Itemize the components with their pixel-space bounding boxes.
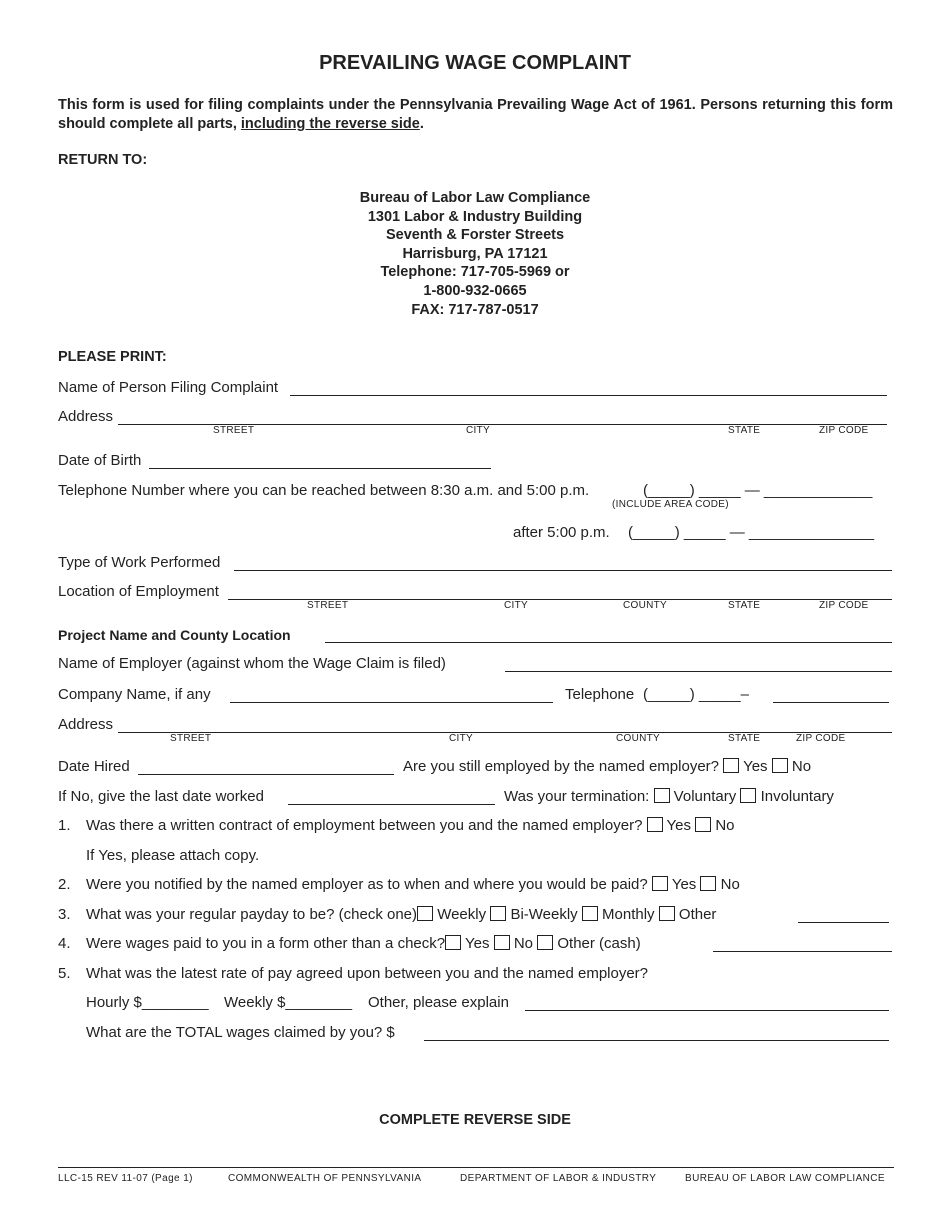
q2-no-checkbox[interactable] (700, 876, 716, 891)
q1-note: If Yes, please attach copy. (86, 847, 260, 864)
state-sublabel: STATE (728, 425, 761, 436)
address-line: Harrisburg, PA 17121 (402, 245, 548, 262)
form-title: PREVAILING WAGE COMPLAINT (319, 52, 631, 74)
total-wages-label: What are the TOTAL wages claimed by you? $ (86, 1024, 395, 1041)
other-explain-field[interactable] (525, 1010, 889, 1011)
q4-number: 4. (58, 935, 71, 952)
county-sublabel: COUNTY (623, 600, 668, 611)
other-cash-label: Other (cash) (557, 935, 641, 952)
other-checkbox[interactable] (659, 906, 675, 921)
footer-divider (58, 1167, 894, 1168)
project-label: Project Name and County Location (58, 627, 291, 643)
dob-label: Date of Birth (58, 452, 142, 469)
involuntary-label: Involuntary (760, 788, 834, 805)
q2-text: Were you notified by the named employer as to when and where you would be paid? (86, 876, 648, 893)
q4-no-checkbox[interactable] (494, 935, 510, 950)
phone-day-field[interactable]: (_____) _____ — _____________ (643, 482, 873, 499)
footer-form-id: LLC-15 REV 11-07 (Page 1) (58, 1173, 193, 1184)
work-type-label: Type of Work Performed (58, 554, 221, 571)
intro-period: . (419, 116, 424, 132)
address-line: Seventh & Forster Streets (385, 227, 565, 244)
q3-number: 3. (58, 906, 71, 923)
monthly-checkbox[interactable] (582, 906, 598, 921)
q5-number: 5. (58, 965, 71, 982)
q2-yes-checkbox[interactable] (652, 876, 668, 891)
biweekly-checkbox[interactable] (490, 906, 506, 921)
other-explain-label: Other, please explain (368, 994, 509, 1011)
phone-day-label: Telephone Number where you can be reached between 8:30 a.m. and 5:00 p.m. (58, 482, 590, 499)
yes-label: Yes (671, 876, 697, 893)
zip-sublabel: ZIP CODE (819, 425, 869, 436)
monthly-label: Monthly (602, 906, 655, 923)
hourly-field[interactable]: Hourly $________ (86, 994, 209, 1011)
return-to-label: RETURN TO: (58, 152, 148, 168)
q4-row (86, 935, 641, 952)
state-sublabel: STATE (728, 733, 761, 744)
street-sublabel: STREET (213, 425, 255, 436)
q3-row (86, 906, 716, 923)
city-sublabel: CITY (466, 425, 490, 436)
q1-row (86, 817, 735, 834)
employer-address-label: Address (58, 716, 114, 733)
termination-label (504, 788, 834, 805)
company-tel-number-field[interactable] (773, 702, 889, 703)
still-employed-yes-checkbox[interactable] (723, 758, 739, 773)
address-line: Telephone: 717-705-5969 or (380, 264, 570, 281)
q3-text: What was your regular payday to be? (check one) (86, 906, 418, 923)
q1-number: 1. (58, 817, 71, 834)
location-label: Location of Employment (58, 583, 219, 600)
state-sublabel: STATE (728, 600, 761, 611)
involuntary-checkbox[interactable] (740, 788, 756, 803)
yes-label: Yes (465, 935, 490, 952)
city-sublabel: CITY (449, 733, 473, 744)
still-employed-label (403, 758, 811, 775)
company-tel-label: Telephone (565, 686, 635, 703)
company-field[interactable] (230, 702, 553, 703)
termination-text: Was your termination: (504, 788, 650, 805)
dob-field[interactable] (149, 468, 491, 469)
address-line: 1-800-932-0665 (423, 282, 527, 299)
yes-label: Yes (666, 817, 691, 834)
biweekly-label: Bi-Weekly (510, 906, 578, 923)
address-line: 1301 Labor & Industry Building (367, 208, 583, 225)
intro-text: This form is used for filing complaints under the Pennsylvania Prevailing Wage Act of 1961. Persons returning this form should complete all parts, (58, 97, 893, 132)
address-label: Address (58, 408, 114, 425)
date-hired-field[interactable] (138, 774, 394, 775)
date-hired-label: Date Hired (58, 758, 130, 775)
phone-after-label: after 5:00 p.m. (513, 524, 610, 541)
name-field[interactable] (290, 395, 887, 396)
payday-other-field[interactable] (798, 922, 889, 923)
street-sublabel: STREET (170, 733, 212, 744)
address-line: Bureau of Labor Law Compliance (359, 190, 591, 206)
voluntary-checkbox[interactable] (654, 788, 670, 803)
q1-no-checkbox[interactable] (695, 817, 711, 832)
weekly-pay-field[interactable]: Weekly $________ (224, 994, 353, 1011)
city-sublabel: CITY (504, 600, 528, 611)
still-employed-no-checkbox[interactable] (772, 758, 788, 773)
other-cash-field[interactable] (713, 951, 892, 952)
weekly-label: Weekly (437, 906, 487, 923)
return-address (0, 189, 950, 319)
complete-reverse-note: COMPLETE REVERSE SIDE (379, 1112, 571, 1128)
q5-text: What was the latest rate of pay agreed upon between you and the named employer? (86, 965, 649, 982)
q1-text: Was there a written contract of employment between you and the named employer? (86, 817, 643, 834)
q4-text: Were wages paid to you in a form other than a check? (86, 935, 446, 952)
last-date-field[interactable] (288, 804, 495, 805)
no-label: No (513, 935, 534, 952)
zip-sublabel: ZIP CODE (819, 600, 869, 611)
other-label: Other (678, 906, 717, 923)
intro-paragraph (58, 96, 893, 134)
employer-field[interactable] (505, 671, 892, 672)
q4-other-cash-checkbox[interactable] (537, 935, 553, 950)
q2-row (86, 876, 740, 893)
phone-after-field[interactable]: (_____) _____ — _______________ (628, 524, 875, 541)
street-sublabel: STREET (307, 600, 349, 611)
name-label: Name of Person Filing Complaint (58, 379, 279, 396)
last-date-label: If No, give the last date worked (58, 788, 264, 805)
work-type-field[interactable] (234, 570, 892, 571)
address-line: FAX: 717-787-0517 (411, 301, 539, 318)
please-print-label: PLEASE PRINT: (58, 349, 167, 365)
zip-sublabel: ZIP CODE (796, 733, 846, 744)
company-tel-field[interactable]: (_____) _____– (643, 686, 749, 703)
company-label: Company Name, if any (58, 686, 211, 703)
footer-commonwealth: COMMONWEALTH OF PENNSYLVANIA (228, 1173, 422, 1184)
no-label: No (791, 758, 812, 775)
total-wages-field[interactable] (424, 1040, 889, 1041)
project-field[interactable] (325, 642, 892, 643)
q1-yes-checkbox[interactable] (647, 817, 663, 832)
yes-label: Yes (743, 758, 768, 775)
footer-department: DEPARTMENT OF LABOR & INDUSTRY (460, 1173, 657, 1184)
still-employed-text: Are you still employed by the named employer? (403, 758, 719, 775)
q2-number: 2. (58, 876, 71, 893)
no-label: No (720, 876, 740, 893)
weekly-checkbox[interactable] (417, 906, 433, 921)
area-code-note: (INCLUDE AREA CODE) (612, 499, 729, 510)
county-sublabel: COUNTY (616, 733, 661, 744)
intro-underlined: including the reverse side (240, 116, 420, 132)
footer-bureau: BUREAU OF LABOR LAW COMPLIANCE (685, 1173, 885, 1184)
employer-label: Name of Employer (against whom the Wage Claim is filed) (58, 655, 446, 672)
voluntary-label: Voluntary (673, 788, 737, 805)
no-label: No (715, 817, 735, 834)
employer-address-field[interactable] (118, 732, 892, 733)
q4-yes-checkbox[interactable] (445, 935, 461, 950)
